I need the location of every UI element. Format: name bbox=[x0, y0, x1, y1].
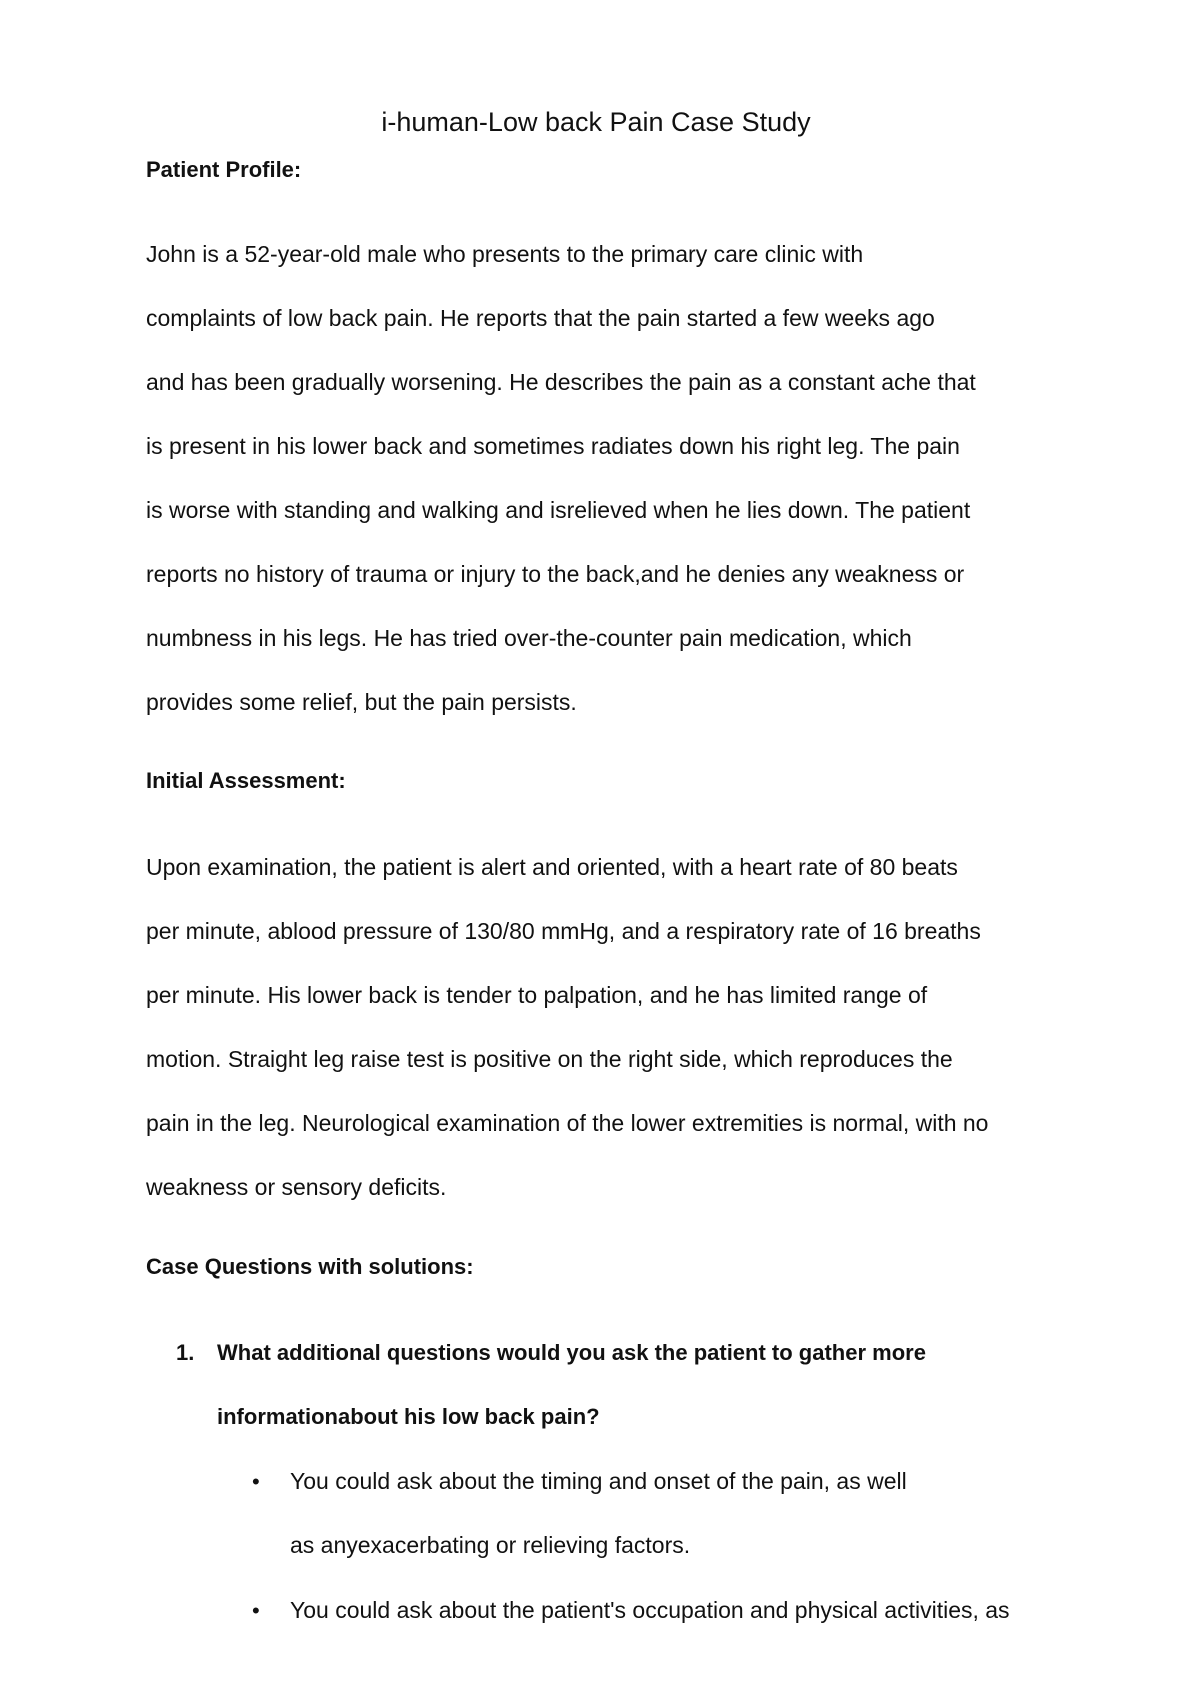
paragraph-line: John is a 52-year-old male who presents to the primary care clinic with bbox=[146, 241, 864, 267]
initial-assessment-heading: Initial Assessment: bbox=[146, 768, 346, 793]
answer-line: You could ask about the patient's occupation and physical activities, as bbox=[290, 1597, 1010, 1623]
bullet-icon: • bbox=[252, 1598, 260, 1623]
paragraph-line: pain in the leg. Neurological examination of the lower extremities is normal, with no bbox=[146, 1110, 989, 1136]
bullet-icon: • bbox=[252, 1469, 260, 1494]
paragraph-line: complaints of low back pain. He reports that the pain started a few weeks ago bbox=[146, 305, 935, 331]
question-text-line: What additional questions would you ask the patient to gather more bbox=[217, 1340, 926, 1365]
paragraph-line: is worse with standing and walking and isrelieved when he lies down. The patient bbox=[146, 497, 971, 523]
paragraph-line: weakness or sensory deficits. bbox=[146, 1174, 447, 1200]
document-title: i-human-Low back Pain Case Study bbox=[381, 107, 811, 137]
patient-profile-heading: Patient Profile: bbox=[146, 157, 302, 182]
paragraph-line: is present in his lower back and sometimes radiates down his right leg. The pain bbox=[146, 433, 960, 459]
paragraph-line: provides some relief, but the pain persists. bbox=[146, 689, 577, 715]
paragraph-line: numbness in his legs. He has tried over-the-counter pain medication, which bbox=[146, 625, 912, 651]
question-number: 1. bbox=[176, 1340, 195, 1365]
paragraph-line: and has been gradually worsening. He describes the pain as a constant ache that bbox=[146, 369, 976, 395]
paragraph-line: reports no history of trauma or injury to the back,and he denies any weakness or bbox=[146, 561, 965, 587]
paragraph-line: Upon examination, the patient is alert and oriented, with a heart rate of 80 beats bbox=[146, 854, 958, 880]
answer-line: You could ask about the timing and onset of the pain, as well bbox=[290, 1468, 907, 1494]
question-text-line: informationabout his low back pain? bbox=[217, 1404, 600, 1429]
answer-line: as anyexacerbating or relieving factors. bbox=[290, 1532, 691, 1558]
paragraph-line: per minute, ablood pressure of 130/80 mmHg, and a respiratory rate of 16 breaths bbox=[146, 918, 981, 944]
paragraph-line: per minute. His lower back is tender to palpation, and he has limited range of bbox=[146, 982, 928, 1008]
case-questions-heading: Case Questions with solutions: bbox=[146, 1254, 474, 1279]
paragraph-line: motion. Straight leg raise test is positive on the right side, which reproduces the bbox=[146, 1046, 953, 1072]
